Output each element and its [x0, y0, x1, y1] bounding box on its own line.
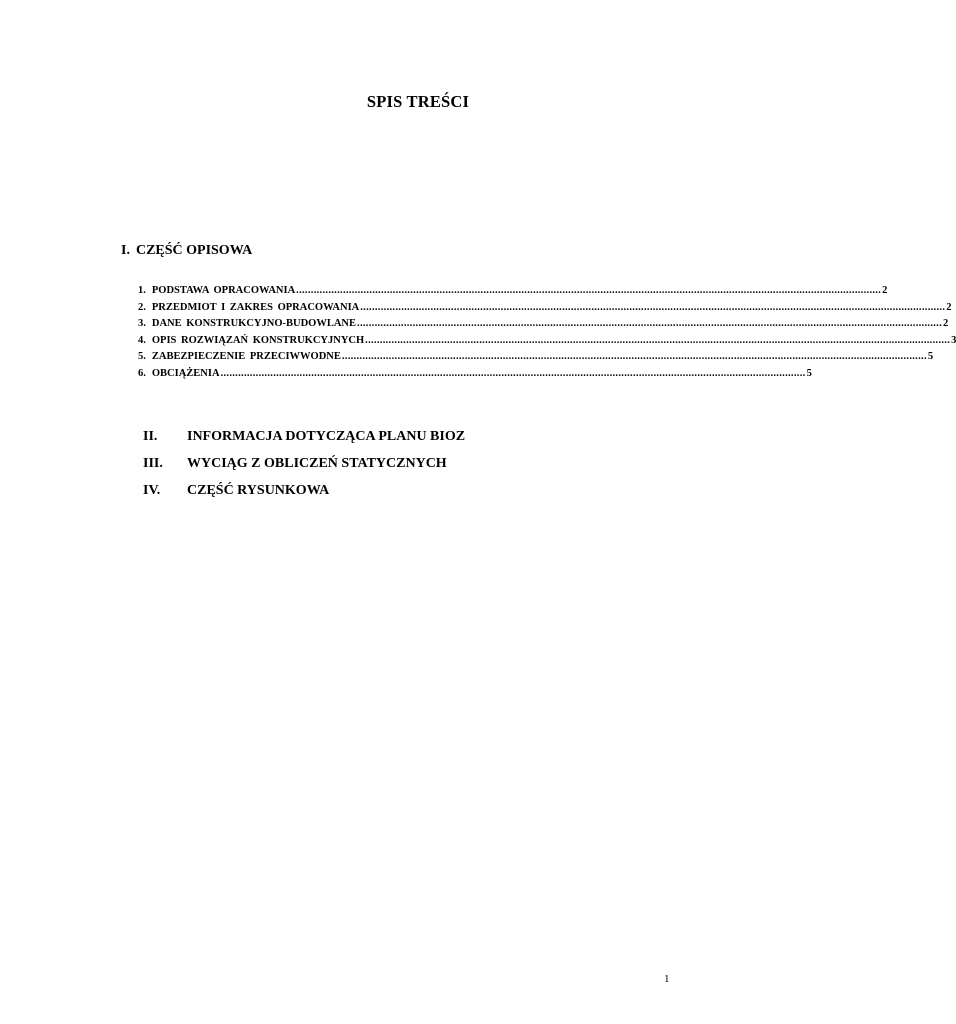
document-parts-list: [143, 429, 465, 510]
toc-dot-leader: ........................................................................................................................................................................................................: [360, 301, 946, 313]
part-entry: [143, 483, 465, 510]
toc-entry-page: 2: [946, 301, 952, 313]
toc-entry-page: 3: [951, 334, 956, 346]
toc-dot-leader: ........................................................................................................................................................................................................: [296, 285, 882, 296]
toc-entry-page: 2: [943, 318, 949, 329]
toc-dot-leader: ........................................................................................................................................................................................................: [357, 318, 943, 329]
toc-entry-label: DANE KONSTRUKCYJNO-BUDOWLANE: [151, 318, 357, 329]
toc-entry: [138, 334, 956, 352]
toc-entry-page: 5: [806, 367, 812, 379]
toc-entry: [138, 367, 812, 385]
toc-entry-number: 4.: [138, 334, 146, 346]
toc-dot-leader: ........................................................................................................................................................................................................: [341, 351, 927, 362]
page-title: SPIS TREŚCI: [366, 92, 470, 111]
section-title: CZĘŚĆ OPISOWA: [135, 243, 253, 258]
table-of-contents: [138, 285, 956, 384]
toc-entry-label: PRZEDMIOT I ZAKRES OPRACOWANIA: [151, 301, 360, 313]
toc-entry-label: ZABEZPIECZENIE PRZECIWWODNE: [151, 351, 341, 362]
toc-entry-number: 1.: [138, 285, 146, 296]
part-number: IV.: [143, 483, 161, 498]
part-number: III.: [143, 456, 163, 471]
section-heading: [121, 243, 252, 259]
toc-entry-label: OBCIĄŻENIA: [151, 367, 220, 379]
toc-entry-label: OPIS ROZWIĄZAŃ KONSTRUKCYJNYCH: [151, 334, 365, 346]
toc-entry-number: 5.: [138, 351, 146, 362]
section-number: I.: [121, 243, 130, 258]
page-number: 1: [664, 973, 670, 985]
toc-entry: [138, 351, 934, 368]
part-label: INFORMACJA DOTYCZĄCA PLANU BIOZ: [187, 429, 466, 444]
toc-entry: [138, 318, 949, 335]
part-label: CZĘŚĆ RYSUNKOWA: [187, 483, 330, 498]
toc-entry-label: PODSTAWA OPRACOWANIA: [151, 285, 296, 296]
toc-entry: [138, 301, 952, 319]
part-number: II.: [143, 429, 158, 444]
toc-entry: [138, 285, 888, 302]
toc-entry-number: 3.: [138, 318, 146, 329]
toc-dot-leader: ........................................................................................................................................................................................................: [220, 367, 806, 379]
part-entry: [143, 456, 465, 483]
toc-dot-leader: ........................................................................................................................................................................................................: [365, 334, 951, 346]
part-label: WYCIĄG Z OBLICZEŃ STATYCZNYCH: [187, 456, 447, 471]
toc-entry-page: 2: [882, 285, 888, 296]
toc-entry-number: 6.: [138, 367, 146, 379]
toc-entry-number: 2.: [138, 301, 146, 313]
toc-entry-page: 5: [927, 351, 934, 362]
part-entry: [143, 429, 465, 456]
